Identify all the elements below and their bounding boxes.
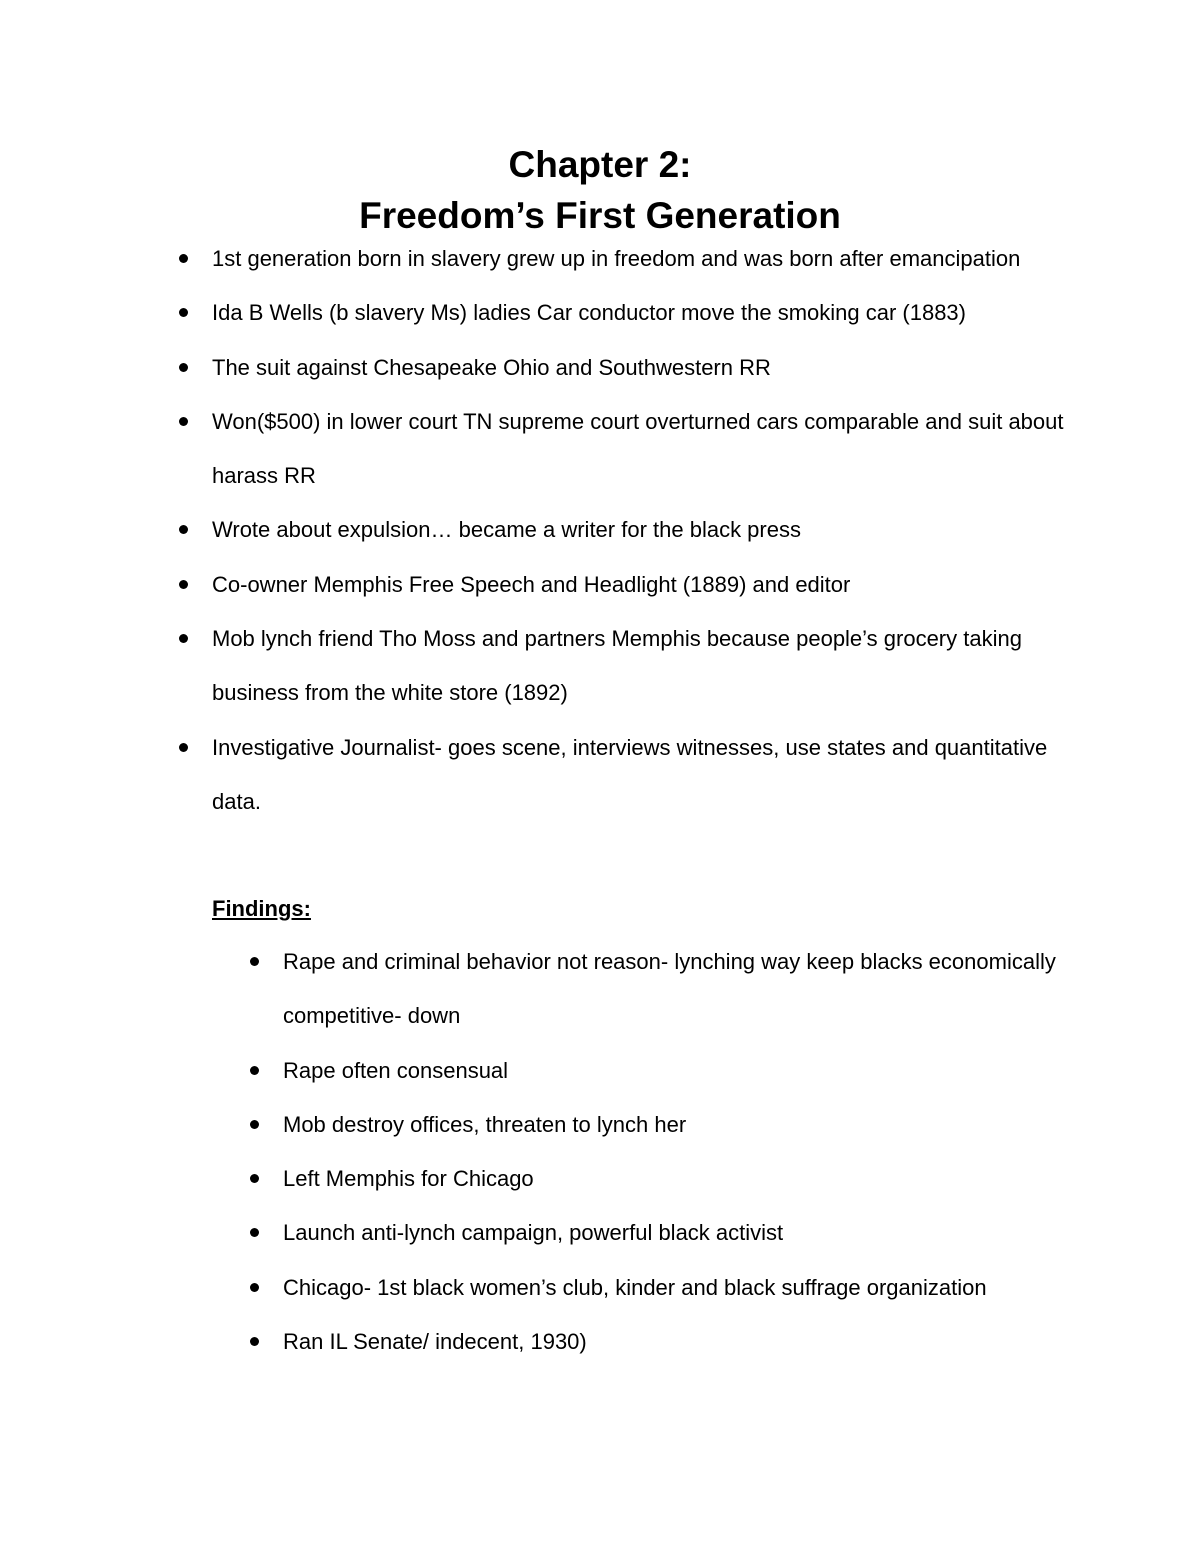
list-item (0, 935, 1083, 1044)
bullet-icon (179, 634, 188, 643)
list-item-text: Co-owner Memphis Free Speech and Headlight (1889) and editor (212, 571, 851, 597)
list-item (0, 1044, 1083, 1098)
bullet-icon (250, 1120, 259, 1129)
bullet-icon (179, 580, 188, 589)
bullet-icon (250, 1066, 259, 1075)
findings-heading: Findings: (212, 896, 311, 921)
list-item-text: Mob lynch friend Tho Moss and partners Memphis because people’s grocery taking business from the white store (1892) (212, 626, 1022, 706)
list-item (0, 1098, 1083, 1152)
list-item (0, 612, 1072, 721)
list-item-text: Investigative Journalist- goes scene, interviews witnesses, use states and quantitative data. (212, 734, 1048, 814)
list-item-text: Launch anti-lynch campaign, powerful black activist (283, 1220, 784, 1246)
list-item (0, 341, 1072, 395)
list-item (0, 1206, 1083, 1260)
list-item (0, 1261, 1083, 1315)
list-item (0, 503, 1072, 557)
chapter-heading: Chapter 2: (508, 144, 692, 185)
list-item (0, 1152, 1083, 1206)
bullet-icon (179, 363, 188, 372)
bullet-icon (179, 743, 188, 752)
list-item (0, 1315, 1083, 1369)
bullet-icon (179, 525, 188, 534)
bullet-icon (179, 308, 188, 317)
bullet-icon (250, 1337, 259, 1346)
findings-bullet-list (0, 935, 1200, 1369)
list-item-text: Rape and criminal behavior not reason- lynching way keep blacks economically competitive- down (283, 949, 1056, 1029)
bullet-icon (250, 1283, 259, 1292)
list-item-text: Ida B Wells (b slavery Ms) ladies Car conductor move the smoking car (1883) (212, 300, 966, 326)
list-item-text: The suit against Chesapeake Ohio and Southwestern RR (212, 354, 771, 380)
bullet-icon (179, 417, 188, 426)
list-item (0, 721, 1072, 830)
list-item (0, 558, 1072, 612)
list-item (0, 395, 1072, 504)
chapter-title: Freedom’s First Generation (359, 195, 841, 236)
list-item (0, 286, 1072, 340)
bullet-icon (250, 1228, 259, 1237)
bullet-icon (250, 957, 259, 966)
list-item-text: Left Memphis for Chicago (283, 1166, 534, 1192)
list-item-text: Wrote about expulsion… became a writer for the black press (212, 517, 801, 543)
list-item-text: 1st generation born in slavery grew up in freedom and was born after emancipation (212, 246, 1021, 271)
list-item-text: Rape often consensual (283, 1057, 509, 1083)
list-item (0, 232, 1072, 286)
main-bullet-list (0, 232, 1200, 829)
list-item-text: Mob destroy offices, threaten to lynch her (283, 1111, 687, 1137)
list-item-text: Ran IL Senate/ indecent, 1930) (283, 1329, 587, 1355)
list-item-text: Won($500) in lower court TN supreme court overturned cars comparable and suit about harass RR (212, 408, 1064, 489)
bullet-icon (179, 254, 188, 263)
list-item-text: Chicago- 1st black women’s club, kinder and black suffrage organization (283, 1274, 987, 1300)
bullet-icon (250, 1174, 259, 1183)
